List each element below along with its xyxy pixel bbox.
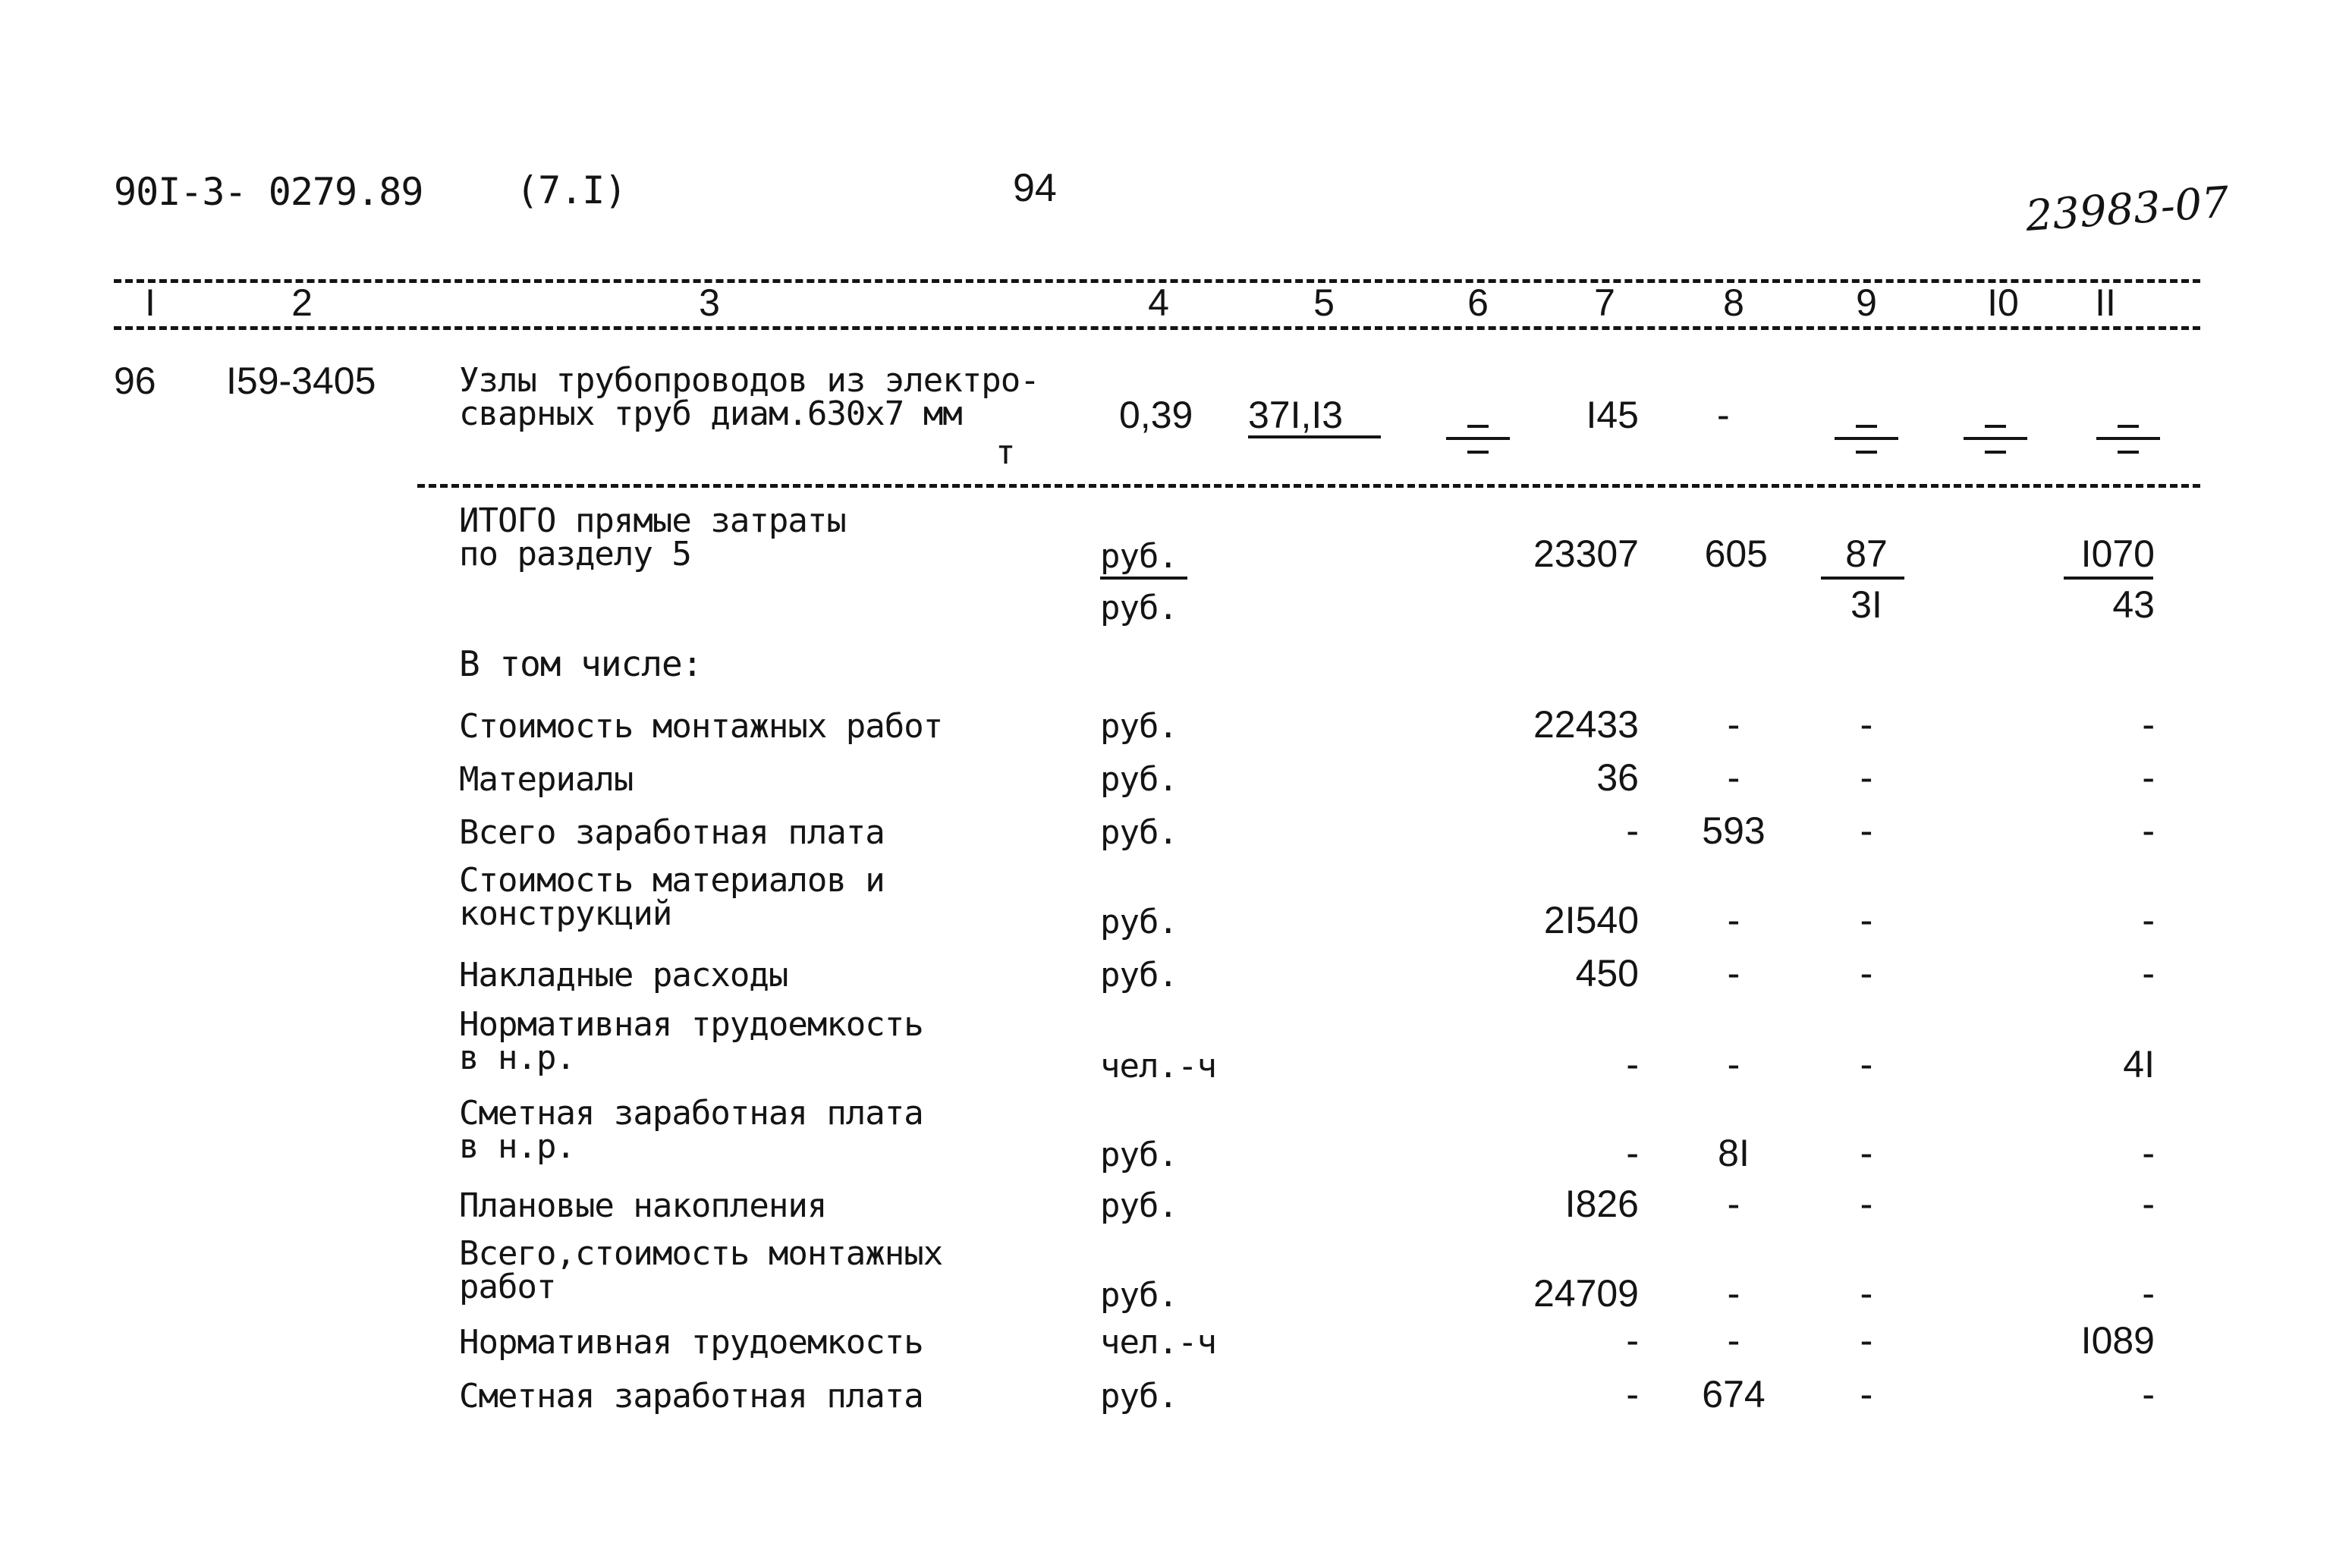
row-unit: руб.: [1100, 903, 1178, 941]
row-label-line2: в н.р.: [459, 1127, 575, 1166]
row-col11: -: [2142, 1132, 2155, 1174]
totals-unit-underline: [1100, 577, 1187, 580]
row-col8: -: [1727, 1319, 1740, 1362]
row-col7: -: [1626, 1132, 1639, 1174]
row-unit: руб.: [1100, 1377, 1178, 1416]
including-label: В том числе:: [459, 643, 703, 684]
row-label: Накладные расходы: [459, 956, 788, 995]
totals-col8: 605: [1704, 533, 1768, 575]
row-col9: -: [1860, 1373, 1873, 1416]
row-col8: 8I: [1718, 1132, 1750, 1174]
row-col7: -: [1626, 809, 1639, 852]
item-col9-dash: [1856, 425, 1877, 428]
inventory-number: 23983-07: [2023, 178, 2231, 241]
item-col9-fraction-bar: [1835, 437, 1898, 440]
column-header-9: 9: [1856, 281, 1877, 324]
item-code: I59-3405: [226, 360, 376, 402]
item-col10-dash: [1985, 425, 2006, 428]
row-col8: 593: [1702, 809, 1766, 852]
row-unit: чел.-ч: [1100, 1047, 1216, 1086]
row-col9: -: [1860, 1183, 1873, 1225]
row-col7: 24709: [1533, 1272, 1639, 1315]
row-col8: -: [1727, 899, 1740, 941]
row-col8: -: [1727, 703, 1740, 746]
row-unit: руб.: [1100, 813, 1178, 852]
item-col11-fraction-bar: [2096, 437, 2160, 440]
row-col11: -: [2142, 809, 2155, 852]
item-col10-dash-lower: [1985, 451, 2006, 454]
row-col7: I826: [1564, 1183, 1639, 1225]
column-header-2: 2: [291, 281, 313, 324]
totals-unit-bottom: руб.: [1100, 589, 1178, 627]
column-header-11: II: [2095, 281, 2116, 324]
row-col9: -: [1860, 952, 1873, 995]
section-number: (7.I): [516, 168, 627, 212]
totals-col9-top: 87: [1845, 533, 1888, 575]
item-col10-fraction-bar: [1964, 437, 2027, 440]
row-col8: -: [1727, 756, 1740, 799]
item-unit-price-underline: [1248, 435, 1381, 438]
totals-col9-fraction-bar: [1821, 577, 1904, 580]
row-col11: -: [2142, 1183, 2155, 1225]
row-label: Материалы: [459, 760, 634, 799]
row-col7: 36: [1596, 756, 1639, 799]
row-col7: -: [1626, 1043, 1639, 1086]
row-col7: -: [1626, 1373, 1639, 1416]
row-col9: -: [1860, 1043, 1873, 1086]
row-col7: 22433: [1533, 703, 1639, 746]
item-bottom-rule: [417, 484, 2200, 488]
item-col8: -: [1717, 394, 1730, 436]
row-label-line2: в н.р.: [459, 1039, 575, 1077]
row-col9: -: [1860, 1272, 1873, 1315]
row-col11: -: [2142, 952, 2155, 995]
row-col11: 4I: [2123, 1043, 2155, 1086]
row-label: Сметная заработная плата: [459, 1377, 923, 1416]
row-col11: -: [2142, 1373, 2155, 1416]
totals-col11-bottom: 43: [2112, 583, 2155, 626]
item-col11-dash-lower: [2118, 451, 2139, 454]
row-col8: -: [1727, 952, 1740, 995]
item-col6-dash: [1467, 425, 1489, 428]
row-col7: 450: [1575, 952, 1639, 995]
column-header-10: I0: [1987, 281, 2019, 324]
row-col9: -: [1860, 1319, 1873, 1362]
row-col11: -: [2142, 703, 2155, 746]
document-code: 90I-3- 0279.89: [114, 170, 423, 214]
item-col6-fraction-bar: [1446, 437, 1510, 440]
row-col9: -: [1860, 703, 1873, 746]
totals-col9-bottom: 3I: [1850, 583, 1882, 626]
totals-col11-top: I070: [2080, 533, 2155, 575]
row-label-line2: работ: [459, 1268, 556, 1306]
item-name-line1: Узлы трубопроводов из электро-: [459, 361, 1039, 400]
item-col7: I45: [1586, 394, 1639, 436]
column-header-3: 3: [699, 281, 720, 324]
column-header-7: 7: [1594, 281, 1615, 324]
row-unit: чел.-ч: [1100, 1323, 1216, 1362]
row-col11: -: [2142, 899, 2155, 941]
item-unit: т: [995, 433, 1015, 472]
item-quantity: 0,39: [1119, 394, 1193, 436]
column-header-1: I: [145, 281, 156, 324]
row-col11: -: [2142, 756, 2155, 799]
row-col8: -: [1727, 1043, 1740, 1086]
totals-col7: 23307: [1533, 533, 1639, 575]
item-unit-price: 37I,I3: [1248, 394, 1344, 436]
row-col9: -: [1860, 1132, 1873, 1174]
row-unit: руб.: [1100, 707, 1178, 746]
row-col9: -: [1860, 809, 1873, 852]
row-col8: -: [1727, 1272, 1740, 1315]
row-unit: руб.: [1100, 1186, 1178, 1225]
row-col11: I089: [2080, 1319, 2155, 1362]
row-label-line1: Нормативная трудоемкость: [459, 1005, 923, 1044]
row-col8: 674: [1702, 1373, 1766, 1416]
item-col11-dash: [2118, 425, 2139, 428]
row-label: Плановые накопления: [459, 1186, 827, 1225]
row-label-line1: Всего,стоимость монтажных: [459, 1234, 943, 1273]
row-label-line1: Сметная заработная плата: [459, 1094, 923, 1133]
item-col6-dash-lower: [1467, 451, 1489, 454]
item-name-line2: сварных труб диам.630х7 мм: [459, 394, 962, 433]
row-col7: 2I540: [1543, 899, 1639, 941]
row-col11: -: [2142, 1272, 2155, 1315]
row-col9: -: [1860, 899, 1873, 941]
header-bottom-rule: [114, 326, 2200, 330]
row-unit: руб.: [1100, 760, 1178, 799]
row-label: Всего заработная плата: [459, 813, 885, 852]
row-label: Стоимость монтажных работ: [459, 707, 943, 746]
row-col9: -: [1860, 756, 1873, 799]
column-header-5: 5: [1313, 281, 1335, 324]
column-header-4: 4: [1148, 281, 1169, 324]
row-label-line2: конструкций: [459, 894, 672, 933]
totals-col11-fraction-bar: [2064, 577, 2153, 580]
column-header-6: 6: [1467, 281, 1489, 324]
totals-label-line2: по разделу 5: [459, 535, 691, 573]
page-number: 94: [1013, 166, 1057, 210]
row-col8: -: [1727, 1183, 1740, 1225]
item-position: 96: [114, 360, 156, 402]
item-col9-dash-lower: [1856, 451, 1877, 454]
totals-label-line1: ИТОГО прямые затраты: [459, 501, 846, 540]
column-header-8: 8: [1723, 281, 1744, 324]
row-unit: руб.: [1100, 1136, 1178, 1174]
row-unit: руб.: [1100, 1276, 1178, 1315]
row-unit: руб.: [1100, 956, 1178, 995]
row-label: Нормативная трудоемкость: [459, 1323, 923, 1362]
row-col7: -: [1626, 1319, 1639, 1362]
row-label-line1: Стоимость материалов и: [459, 861, 885, 900]
totals-unit-top: руб.: [1100, 537, 1178, 576]
